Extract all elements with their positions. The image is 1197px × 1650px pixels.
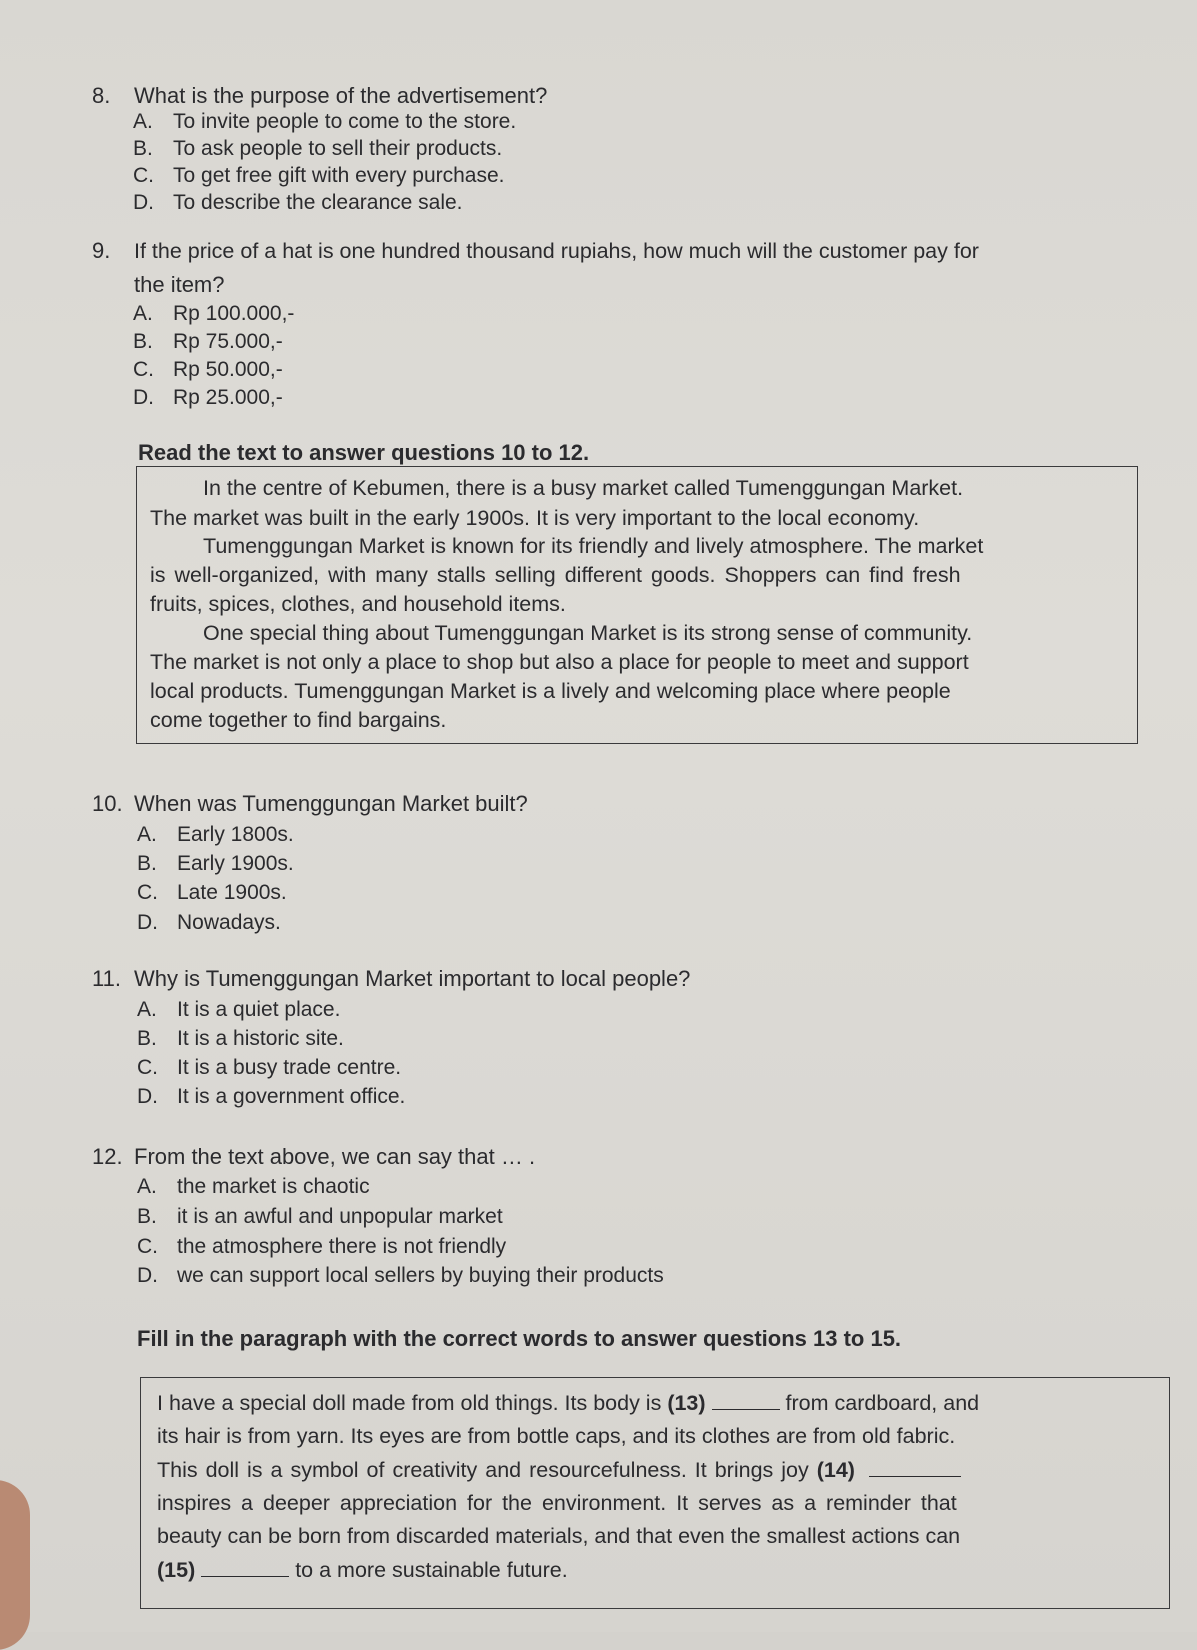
option-letter: D. bbox=[137, 1085, 158, 1108]
option-letter: B. bbox=[133, 137, 153, 160]
option-text: It is a busy trade centre. bbox=[177, 1056, 402, 1079]
question-number: 8. bbox=[92, 83, 111, 108]
reading-line-4: is well-organized, with many stalls selling different goods. Shoppers can find fresh bbox=[150, 563, 961, 587]
fill-text: from cardboard, and bbox=[785, 1391, 980, 1415]
question-text: When was Tumenggungan Market built? bbox=[134, 791, 528, 816]
question-text: What is the purpose of the advertisement? bbox=[134, 83, 548, 108]
option-text: To describe the clearance sale. bbox=[173, 191, 463, 214]
option-letter: D. bbox=[137, 1264, 158, 1287]
option-letter: B. bbox=[137, 1205, 157, 1228]
option-text: Rp 100.000,- bbox=[173, 302, 295, 325]
option-letter: C. bbox=[137, 881, 158, 904]
reading-line-1: In the centre of Kebumen, there is a busy market called Tumenggungan Market. bbox=[203, 476, 964, 500]
question-text-line1: If the price of a hat is one hundred thousand rupiahs, how much will the customer pay for bbox=[134, 239, 979, 263]
blank-number-15: (15) bbox=[157, 1558, 196, 1582]
fill-line-6 bbox=[157, 1556, 568, 1585]
fill-line-3 bbox=[157, 1456, 961, 1485]
option-letter: C. bbox=[133, 164, 154, 187]
option-letter: B. bbox=[137, 1027, 157, 1050]
fill-line-1 bbox=[157, 1389, 979, 1418]
option-10c[interactable] bbox=[137, 879, 287, 907]
option-letter: B. bbox=[137, 852, 157, 875]
option-8b[interactable] bbox=[133, 135, 502, 163]
option-8d[interactable] bbox=[133, 189, 463, 217]
option-letter: C. bbox=[133, 358, 154, 381]
option-letter: C. bbox=[137, 1235, 158, 1258]
reading-line-8: local products. Tumenggungan Market is a lively and welcoming place where people bbox=[150, 679, 951, 703]
blank-13[interactable] bbox=[712, 1389, 780, 1410]
option-10a[interactable] bbox=[137, 821, 294, 849]
fill-line-4: inspires a deeper appreciation for the environment. It serves as a reminder that bbox=[157, 1491, 957, 1515]
reading-line-5: fruits, spices, clothes, and household items. bbox=[150, 592, 566, 616]
question-11 bbox=[92, 965, 992, 995]
question-text-line2: the item? bbox=[134, 272, 225, 297]
option-text: It is a quiet place. bbox=[177, 998, 341, 1021]
question-number: 9. bbox=[92, 238, 111, 263]
option-letter: D. bbox=[133, 386, 154, 409]
option-8c[interactable] bbox=[133, 162, 505, 190]
question-9 bbox=[92, 237, 1172, 297]
option-8a[interactable] bbox=[133, 108, 516, 136]
option-text: we can support local sellers by buying their products bbox=[177, 1264, 664, 1287]
option-letter: D. bbox=[137, 911, 158, 934]
option-text: It is a government office. bbox=[177, 1085, 406, 1108]
question-10 bbox=[92, 790, 792, 820]
question-number: 12. bbox=[92, 1144, 123, 1169]
option-text: Late 1900s. bbox=[177, 881, 287, 904]
option-text: Rp 50.000,- bbox=[173, 358, 283, 381]
finger bbox=[0, 1480, 30, 1650]
option-12b[interactable] bbox=[137, 1203, 503, 1231]
option-text: the market is chaotic bbox=[177, 1175, 370, 1198]
option-11a[interactable] bbox=[137, 996, 340, 1024]
option-12a[interactable] bbox=[137, 1173, 370, 1201]
option-text: It is a historic site. bbox=[177, 1027, 344, 1050]
option-letter: A. bbox=[137, 823, 157, 846]
option-11c[interactable] bbox=[137, 1054, 401, 1082]
option-text: Early 1800s. bbox=[177, 823, 294, 846]
option-letter: A. bbox=[137, 998, 157, 1021]
option-text: Nowadays. bbox=[177, 911, 281, 934]
option-text: To ask people to sell their products. bbox=[173, 137, 503, 160]
option-text: Early 1900s. bbox=[177, 852, 294, 875]
question-12 bbox=[92, 1143, 892, 1173]
question-text: From the text above, we can say that … . bbox=[134, 1144, 536, 1169]
fill-text: I have a special doll made from old things. Its body is bbox=[157, 1391, 662, 1415]
option-letter: A. bbox=[133, 302, 153, 325]
blank-14[interactable] bbox=[869, 1456, 961, 1477]
option-letter: D. bbox=[133, 191, 154, 214]
fill-heading: Fill in the paragraph with the correct words to answer questions 13 to 15. bbox=[137, 1326, 902, 1351]
reading-line-3: Tumenggungan Market is known for its friendly and lively atmosphere. The market bbox=[203, 534, 984, 558]
option-11d[interactable] bbox=[137, 1083, 405, 1111]
option-text: To invite people to come to the store. bbox=[173, 110, 517, 133]
reading-line-7: The market is not only a place to shop but also a place for people to meet and support bbox=[150, 650, 969, 674]
option-9d[interactable] bbox=[133, 384, 283, 412]
option-letter: A. bbox=[133, 110, 153, 133]
option-11b[interactable] bbox=[137, 1025, 344, 1053]
option-text: it is an awful and unpopular market bbox=[177, 1205, 503, 1228]
option-9b[interactable] bbox=[133, 328, 283, 356]
option-text: To get free gift with every purchase. bbox=[173, 164, 505, 187]
fill-text: to a more sustainable future. bbox=[295, 1558, 568, 1582]
option-letter: A. bbox=[137, 1175, 157, 1198]
blank-15[interactable] bbox=[201, 1556, 289, 1577]
reading-heading: Read the text to answer questions 10 to 12. bbox=[138, 440, 590, 465]
option-text: the atmosphere there is not friendly bbox=[177, 1235, 507, 1258]
question-number: 11. bbox=[92, 966, 121, 991]
reading-line-9: come together to find bargains. bbox=[150, 708, 447, 732]
question-number: 10. bbox=[92, 791, 123, 816]
option-9c[interactable] bbox=[133, 356, 283, 384]
fill-line-5: beauty can be born from discarded materials, and that even the smallest actions can bbox=[157, 1524, 961, 1548]
fill-text: This doll is a symbol of creativity and resourcefulness. It brings joy bbox=[157, 1458, 809, 1482]
reading-line-6: One special thing about Tumenggungan Market is its strong sense of community. bbox=[203, 621, 973, 645]
option-letter: C. bbox=[137, 1056, 158, 1079]
option-10b[interactable] bbox=[137, 850, 294, 878]
reading-line-2: The market was built in the early 1900s. It is very important to the local economy. bbox=[150, 506, 920, 530]
option-12c[interactable] bbox=[137, 1233, 506, 1261]
option-text: Rp 75.000,- bbox=[173, 330, 283, 353]
option-12d[interactable] bbox=[137, 1262, 664, 1290]
option-letter: B. bbox=[133, 330, 153, 353]
option-10d[interactable] bbox=[137, 909, 281, 937]
option-9a[interactable] bbox=[133, 300, 294, 328]
blank-number-14: (14) bbox=[816, 1458, 855, 1482]
option-text: Rp 25.000,- bbox=[173, 386, 283, 409]
blank-number-13: (13) bbox=[667, 1391, 706, 1415]
question-text: Why is Tumenggungan Market important to local people? bbox=[134, 966, 691, 991]
fill-line-2: its hair is from yarn. Its eyes are from bottle caps, and its clothes are from old fabric. bbox=[157, 1424, 956, 1448]
